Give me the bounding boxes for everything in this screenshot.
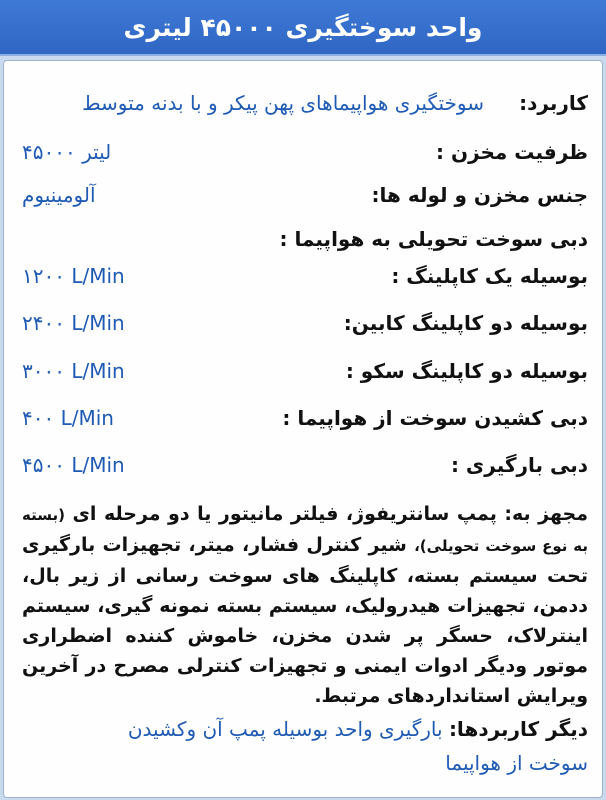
spec-value: ۲۴۰۰ L/Min [22,311,125,335]
spec-value: ۱۲۰۰ L/Min [22,264,125,288]
spec-value: ۳۰۰۰ L/Min [22,359,125,383]
equipment-text-continued: شیر کنترل فشار، میتر، تجهیزات بارگیری تحت سیستم بسته، کاپلینگ های سوخت رسانی از زیر بال، ددمن، تجهیزات هیدرولیک، سیستم بسته نمونه گیری، سیستم اینترلاک، حسگر پر شدن مخزن، خاموش کننده اضطراری موتور ودیگر ادوات ایمنی و تجهیزات کنترلی مصرح در آخرین ویرایش استانداردهای مرتبط. [22,534,588,707]
spec-value: ۴۵۰۰۰ لیتر [22,140,112,164]
spec-card [3,60,603,798]
spec-row-two-coupling-cabin [4,311,602,345]
spec-label: جنس مخزن و لوله ها: [371,183,588,207]
equipment-paragraph [22,499,588,711]
spec-value: ۴۵۰۰ L/Min [22,453,125,477]
spec-label: دبی سوخت تحویلی به هواپیما : [279,227,588,251]
spec-row-two-coupling-platform [4,359,602,393]
spec-row-flow-heading [4,227,602,261]
other-uses [22,713,588,779]
spec-label: دبی بارگیری : [450,453,588,477]
spec-label: بوسیله دو کاپلینگ سکو : [345,359,588,383]
spec-row-one-coupling [4,264,602,298]
spec-row-capacity [4,140,602,174]
spec-label: ظرفیت مخزن : [436,140,588,164]
other-uses-value: بارگیری واحد بوسیله پمپ آن وکشیدن [127,717,443,741]
other-uses-value-line2: سوخت از هواپیما [445,751,588,775]
other-uses-label: دیگر کاربردها: [448,717,588,741]
equipment-text: پمپ سانتریفوژ، فیلتر مانیتور یا دو مرحله ای [72,503,497,525]
equipment-note: (بسته به نوع سوخت تحویلی)، [22,506,589,555]
spec-value: ۴۰۰ L/Min [22,406,114,430]
spec-row-usage [4,91,602,125]
spec-value: سوختگیری هواپیماهای پهن پیکر و با بدنه متوسط [82,91,484,115]
spec-row-material [4,183,602,217]
spec-value: آلومینیوم [22,183,96,207]
spec-label: دبی کشیدن سوخت از هواپیما : [282,406,588,430]
spec-row-loading-rate [4,453,602,487]
page-title: واحد سوختگیری ۴۵۰۰۰ لیتری [0,0,606,56]
spec-label: بوسیله یک کاپلینگ : [391,264,588,288]
spec-label: کاربرد: [519,91,588,115]
spec-label: بوسیله دو کاپلینگ کابین: [343,311,588,335]
spec-row-defuel-rate [4,406,602,440]
equipment-label: مجهز به: [504,503,588,525]
